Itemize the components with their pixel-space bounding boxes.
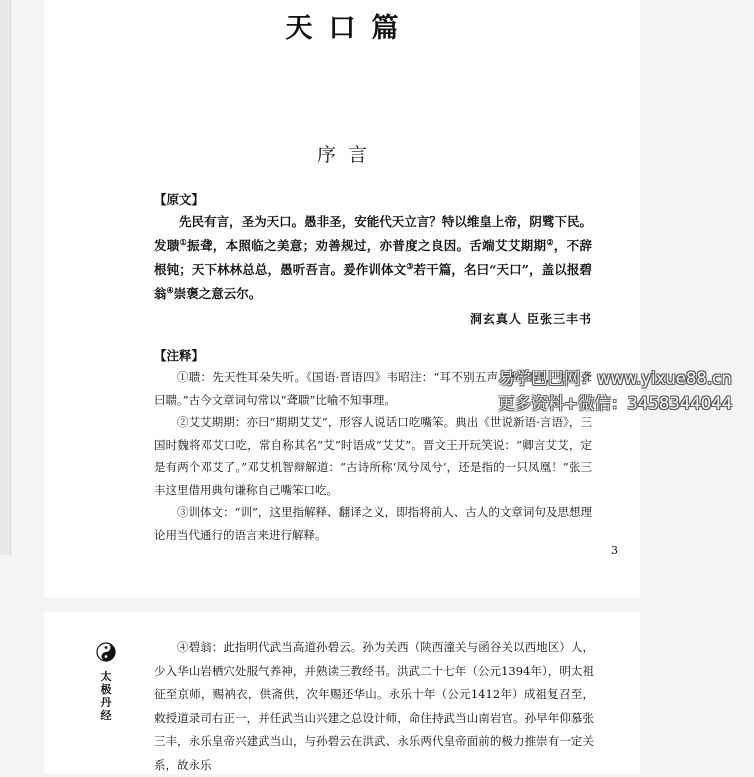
watermark-contact: 更多资料+微信：3458344044 [498,394,733,413]
section-title: 序言 [316,144,379,166]
side-title: 太极丹经 [100,670,112,722]
note-item: ①聩：先天性耳朵失听。《国语·晋语四》韦昭注：“耳不别五声之和曰聋，生而聋曰聩。”古今文章词句常以“聋聩”比喻不知事理。 [154,370,592,407]
original-heading: 【原文】 [154,192,205,207]
chapter-title: 天口篇 [285,13,415,44]
original-paragraph: 先民有言，圣为天口。愚非圣，安能代天立言？特以维皇上帝，阴骘下民。发聩①振聋，本照临之美意；劝善规过，亦普度之良因。舌端艾艾期期②，不辞根钝；天下林林总总，愚听吾言。爰作训体文③若干篇，名曰“天口”，盖以报碧翁④崇褒之意云尔。 [154,214,592,301]
book-page-next [44,612,640,774]
note-item: ④碧翁：此指明代武当高道孙碧云。孙为关西（陕西潼关与函谷关以西地区）人，少入华山岩栖穴处服气养神，并熟读三教经书。洪武二十七年（公元1394年），明太祖征至京师，赐衲衣，供斋供，次年赐还华山。永乐十年（公元1412年）成祖复召至，敕授道录司右正一，并任武当山兴建之总设计师，命住持武当山南岩官。孙早年仰慕张三丰，永乐皇帝兴建武当山，与孙碧云在洪武、永乐两代皇帝面前的极力推崇有一定关系，故永乐 [154,640,594,772]
note-item: ②艾艾期期：亦曰“期期艾艾”，形容人说话口吃嘴笨。典出《世说新语·言语》，三国时魏将邓艾口吃，常自称其名“艾”时语成“艾艾”。晋文王开玩笑说：“卿言艾艾，定是有两个邓艾了。”邓艾机智辩解道：“古诗所称‘凤兮凤兮’，还是指的一只凤凰！”张三丰这里借用典句谦称自己嘴笨口吃。 [154,415,592,497]
original-text-section [154,190,592,330]
taiji-icon [96,642,116,662]
signature: 洞玄真人 臣张三丰书 [469,312,592,326]
page-number: 3 [611,544,618,557]
watermark-site: 易学巴巴网：www.yixue88.cn [498,369,732,388]
book-page [44,0,640,598]
next-page-text [154,636,594,777]
footnote-ref: ① [179,236,188,247]
footnote-ref: ② [546,236,554,247]
footnote-ref: ③ [406,260,414,271]
footnote-ref: ④ [166,284,174,295]
side-mark [96,642,116,722]
side-panel [0,0,11,555]
notes-heading: 【注释】 [154,348,205,363]
note-item: ③训体文：“训”，这里指解释、翻译之义，即指将前人、古人的文章词句及思想理论用当代通行的语言来进行解释。 [154,505,592,542]
